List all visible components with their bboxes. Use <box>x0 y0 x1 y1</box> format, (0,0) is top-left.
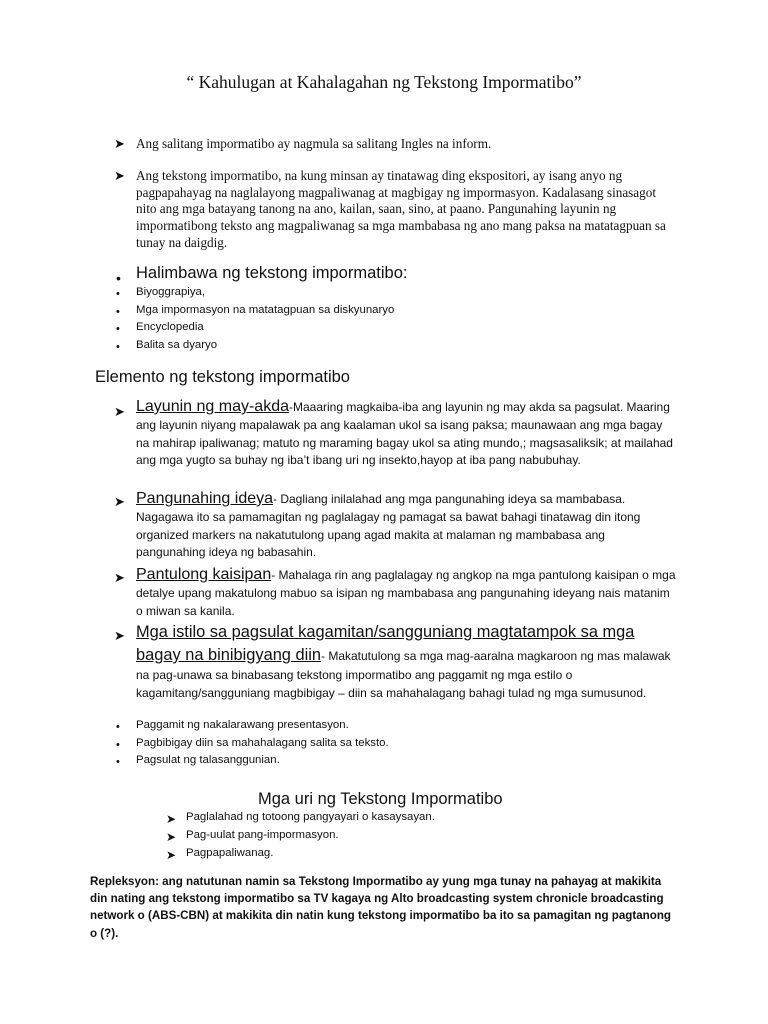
list-item: Pagsulat ng talasanggunian. <box>136 754 280 766</box>
bullet-dot-icon: • <box>116 270 121 286</box>
elements-heading: Elemento ng tekstong impormatibo <box>95 368 350 386</box>
arrow-bullet-icon: ➤ <box>166 812 177 826</box>
element-description: - Mahalaga rin ang paglalagay ng angkop na mga pantulong kaisipan o mga detalye upang makatulong mabuo sa isipan ng mambabasa ang pangunahing ideyang nais matanim o miwan sa kanila. <box>136 568 676 618</box>
list-item: Mga impormasyon na matatagpuan sa diskyunaryo <box>136 304 395 316</box>
bullet-dot-icon: • <box>116 756 120 768</box>
bullet-dot-icon: • <box>116 341 120 353</box>
reflection-paragraph: Repleksyon: ang natutunan namin sa Tekstong Impormatibo ay yung mga tunay na pahayag at makikita din nating ang tekstong impormatibo sa TV kagaya ng Alto broadcasting system chronicle broadcasting network o (ABS-CBN) at makikita din natin kung tekstong impormatibo ba ito sa pamagitan ng pagtanong o (?). <box>90 875 672 940</box>
element-description: -Maaaring magkaiba-iba ang layunin ng may akda sa pagsulat. Maaring ang layunin niyang mapalawak pa ang kaalaman ukol sa isang paksa; maunawaan ang mga bagay na mahirap ipaliwanag; matuto ng maraming bagay ukol sa ating mundo,; magsasaliksik; at mailahad ang mga yugto sa buhay ng iba’t ibang uri ng insekto,hayop at iba pang nabubuhay. <box>136 400 673 468</box>
arrow-bullet-icon: ➤ <box>114 494 125 509</box>
bullet-dot-icon: • <box>116 288 120 300</box>
page-title: “ Kahulugan at Kahalagahan ng Tekstong Impormatibo” <box>186 72 582 92</box>
list-item: Pagpapaliwanag. <box>186 847 274 859</box>
element-item <box>136 490 676 562</box>
bullet-dot-icon: • <box>116 306 120 318</box>
types-heading: Mga uri ng Tekstong Impormatibo <box>258 790 503 808</box>
bullet-dot-icon: • <box>116 739 120 751</box>
element-item <box>136 621 676 703</box>
element-description: - Dagliang inilalahad ang mga pangunahing ideya sa mambabasa. Nagagawa ito sa pamamagitan ng paglalagay ng pamagat sa bawat bahagi tinatawag din itong organized markers na nakatutulong upang agad makita at malaman ng mambabasa ang pangunahing ideya ng babasahin. <box>136 492 641 560</box>
list-item: Encyclopedia <box>136 321 204 333</box>
element-term: Mga istilo sa pagsulat kagamitan/sangguniang magtatampok sa mga bagay na binibigyang diin <box>136 623 635 664</box>
element-term: Pantulong kaisipan <box>136 566 272 583</box>
list-item: Balita sa dyaryo <box>136 339 218 351</box>
intro-paragraph: Ang salitang impormatibo ay nagmula sa salitang Ingles na inform. <box>136 136 492 151</box>
list-item: Paggamit ng nakalarawang presentasyon. <box>136 719 349 731</box>
element-term: Layunin ng may-akda <box>136 398 289 415</box>
arrow-bullet-icon: ➤ <box>114 136 125 151</box>
bullet-dot-icon: • <box>116 721 120 733</box>
list-item: Pag-uulat pang-impormasyon. <box>186 829 339 841</box>
list-item: Pagbibigay diin sa mahahalagang salita sa teksto. <box>136 737 389 749</box>
bullet-dot-icon: • <box>116 323 120 335</box>
element-item <box>136 398 676 470</box>
intro-paragraph: Ang tekstong impormatibo, na kung minsan ay tinatawag ding ekspositori, ay isang anyo ng pagpapahayag na naglalayong magpaliwanag at magbigay ng impormasyon. Kadalasang sinasagot nito ang mga batayang tanong na ano, kailan, saan, sino, at paano. Pangunahing layunin ng impormatibong teksto ang magpaliwanag sa mga mambabasa ng ano mang paksa na matatagpuan sa tunay na daigdig. <box>136 168 666 250</box>
list-item: Biyoggrapiya, <box>136 286 206 298</box>
list-item: Paglalahad ng totoong pangyayari o kasaysayan. <box>186 811 435 823</box>
arrow-bullet-icon: ➤ <box>166 830 177 844</box>
element-item <box>136 566 676 620</box>
arrow-bullet-icon: ➤ <box>114 404 125 419</box>
arrow-bullet-icon: ➤ <box>114 168 125 183</box>
arrow-bullet-icon: ➤ <box>166 848 177 862</box>
element-term: Pangunahing ideya <box>136 490 274 507</box>
element-description: - Makatutulong sa mga mag-aaralna magkaroon ng mas malawak na pag-unawa sa binabasang tekstong impormatibo ang paggamit ng mga estilo o kagamitang/sangguniang magbibigay – diin sa mahahalagang bahagi tulad ng mga sumusunod. <box>136 649 671 700</box>
arrow-bullet-icon: ➤ <box>114 570 125 585</box>
arrow-bullet-icon: ➤ <box>114 628 125 643</box>
examples-heading: Halimbawa ng tekstong impormatibo: <box>136 264 408 282</box>
